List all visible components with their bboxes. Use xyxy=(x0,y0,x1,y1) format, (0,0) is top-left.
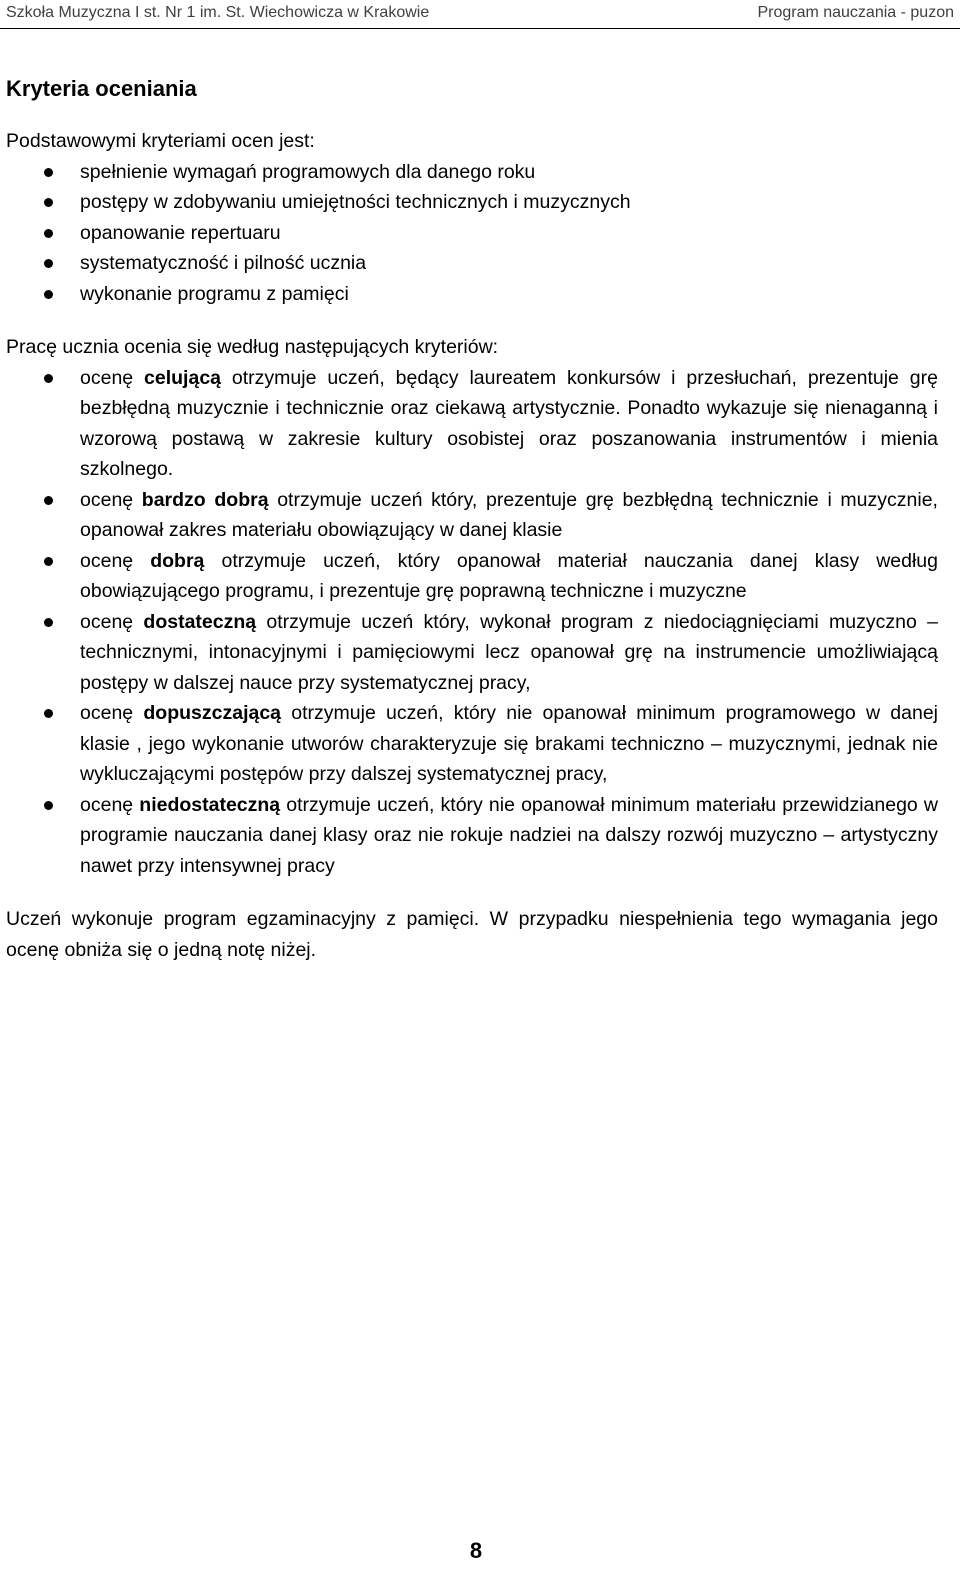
basic-criteria-intro: Podstawowymi kryteriami ocen jest: xyxy=(6,130,315,152)
bullet-icon xyxy=(44,618,53,627)
header-document-title: Program nauczania - puzon xyxy=(757,4,954,21)
grade-name: dobrą xyxy=(150,549,205,572)
list-item: systematyczność i pilność ucznia xyxy=(6,248,938,279)
list-item: opanowanie repertuaru xyxy=(6,218,938,249)
grades-intro: Pracę ucznia ocenia się według następujących kryteriów: xyxy=(6,336,499,358)
grade-name: niedostateczną xyxy=(139,793,281,816)
grade-item-dostateczna: ocenę dostateczną otrzymuje uczeń który, wykonał program z niedociągnięciami muzyczno – technicznymi, intonacyjnymi i pamięciowymi lecz opanował grę na instrumencie umożliwiającą postępy w dalszej nauce przy systematycznej pracy, xyxy=(6,607,938,699)
bullet-icon xyxy=(44,229,53,238)
bullet-icon xyxy=(44,290,53,299)
grade-name: celującą xyxy=(144,366,222,389)
document-body xyxy=(6,72,938,965)
bullet-icon xyxy=(44,801,53,810)
grade-name: dostateczną xyxy=(143,610,257,633)
header-divider xyxy=(0,28,960,29)
grade-item-niedostateczna: ocenę niedostateczną otrzymuje uczeń, który nie opanował minimum materiału przewidzianego w programie nauczania danej klasy oraz nie rokuje nadziei na dalszy rozwój muzyczno – artystyczny nawet przy intensywnej pracy xyxy=(6,790,938,882)
bullet-icon xyxy=(44,259,53,268)
header-school-name: Szkoła Muzyczna I st. Nr 1 im. St. Wiechowicza w Krakowie xyxy=(6,4,430,21)
closing-paragraph: Uczeń wykonuje program egzaminacyjny z pamięci. W przypadku niespełnienia tego wymagania jego ocenę obniża się o jedną notę niżej. xyxy=(6,908,938,961)
grade-item-dopuszczajaca: ocenę dopuszczającą otrzymuje uczeń, który nie opanował minimum programowego w danej klasie , jego wykonanie utworów charakteryzuje się brakami techniczno – muzycznymi, jednak nie wykluczającymi postępów przy dalszej systematycznej pracy, xyxy=(6,698,938,790)
bullet-icon xyxy=(44,496,53,505)
bullet-icon xyxy=(44,168,53,177)
bullet-icon xyxy=(44,709,53,718)
page-header xyxy=(0,0,960,30)
grade-name: dopuszczającą xyxy=(143,702,282,724)
grade-item-celujaca: ocenę celującą otrzymuje uczeń, będący laureatem konkursów i przesłuchań, prezentuje grę bezbłędną muzycznie i technicznie oraz ciekawą artystycznie. Ponadto wykazuje się nienaganną i wzorową postawą w zakresie kultury osobistej oraz poszanowania instrumentów i mienia szkolnego. xyxy=(6,363,938,485)
bullet-icon xyxy=(44,198,53,207)
grades-list xyxy=(6,363,938,882)
grade-name: bardzo dobrą xyxy=(141,488,269,511)
page-number: 8 xyxy=(469,1538,483,1563)
bullet-icon xyxy=(44,557,53,566)
section-title: Kryteria oceniania xyxy=(6,76,197,101)
basic-criteria-list xyxy=(6,157,938,310)
list-item: postępy w zdobywaniu umiejętności technicznych i muzycznych xyxy=(6,187,938,218)
bullet-icon xyxy=(44,374,53,383)
list-item: wykonanie programu z pamięci xyxy=(6,279,938,310)
list-item: spełnienie wymagań programowych dla danego roku xyxy=(6,157,938,188)
grade-item-bardzo-dobra: ocenę bardzo dobrą otrzymuje uczeń który, prezentuje grę bezbłędną technicznie i muzycznie, opanował zakres materiału obowiązujący w danej klasie xyxy=(6,485,938,546)
grade-item-dobra: ocenę dobrą otrzymuje uczeń, który opanował materiał nauczania danej klasy według obowiązującego programu, i prezentuje grę poprawną techniczne i muzyczne xyxy=(6,546,938,607)
